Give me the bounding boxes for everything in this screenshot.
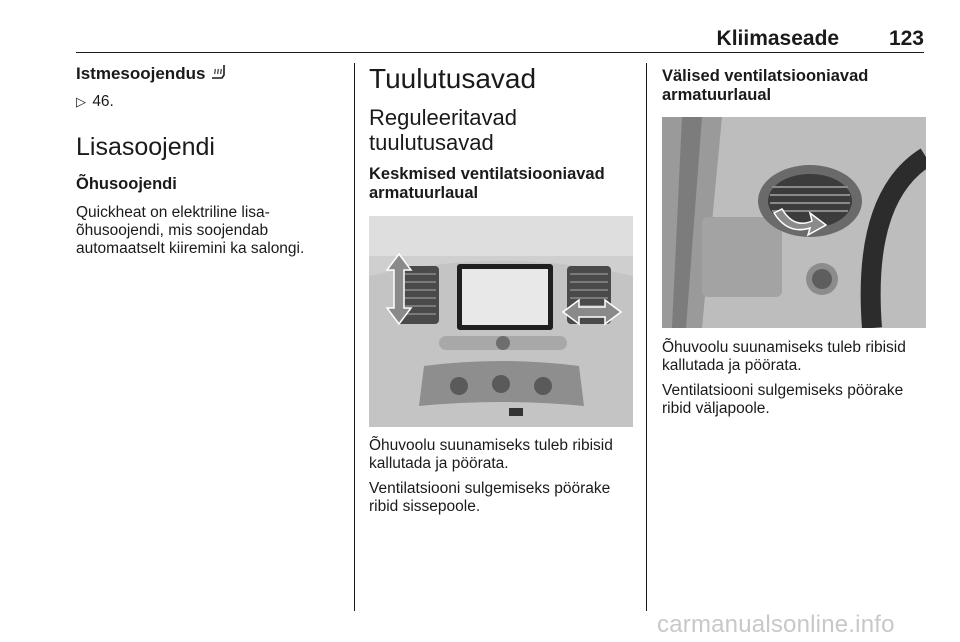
paragraph-line: Ventilatsiooni sulgemiseks pöörake [369,480,611,497]
seat-heating-title: Istmesoojendus [76,64,206,83]
paragraph-line: õhusoojendi, mis soojendab [76,222,269,239]
watermark: carmanualsonline.info [657,611,895,638]
paragraph-line: kallutada ja pöörata. [369,455,509,472]
paragraph-line: Ventilatsiooni sulgemiseks pöörake [662,382,904,399]
subsection-heading-ohusoojendi: Õhusoojendi [76,175,177,193]
paragraph-line: kallutada ja pöörata. [662,357,802,374]
section-heading-line: tuulutusavad [369,130,494,155]
subsection-heading-line: armatuurlaual [369,184,479,202]
figure-outer-vents [662,117,926,328]
paragraph-line: Quickheat on elektriline lisa- [76,204,270,221]
subsection-heading-line: Keskmised ventilatsiooniavad [369,165,605,183]
subsection-heading-keskmised [369,165,633,203]
paragraph-line: automaatselt kiiremini ka salongi. [76,240,305,257]
paragraph-line: Õhuvoolu suunamiseks tuleb ribisid [369,437,613,454]
column-2 [369,63,633,516]
seat-heating-reference [76,93,338,111]
paragraph-line: ribid sissepoole. [369,498,481,515]
subsection-heading-line: Välised ventilatsiooniavad [662,67,869,85]
chapter-heading-lisasoojendi: Lisasoojendi [76,133,215,161]
paragraph-quickheat [76,204,338,258]
section-heading-line: Reguleeritavad [369,105,517,130]
reference-arrow-icon: ▷ [76,94,86,109]
paragraph-close-outer [662,382,926,418]
section-name: Kliimaseade [716,27,840,50]
paragraph-airflow-center [369,437,633,473]
reference-page: 46. [92,93,114,110]
subsection-heading-line: armatuurlaual [662,86,772,104]
running-head [717,27,924,51]
seat-heating-heading [76,63,338,83]
column-3 [662,63,926,418]
column-divider-2 [646,63,647,611]
figure-center-vents [369,216,633,427]
column-divider-1 [354,63,355,611]
seat-heating-icon [209,63,227,81]
paragraph-close-center [369,480,633,516]
subsection-heading-valised [662,67,926,105]
page-number: 123 [888,27,924,50]
section-heading-reguleeritavad [369,105,633,155]
paragraph-line: Õhuvoolu suunamiseks tuleb ribisid [662,339,906,356]
header-rule [76,52,924,53]
paragraph-line: ribid väljapoole. [662,400,770,417]
chapter-heading-tuulutusavad: Tuulutusavad [369,63,537,94]
column-1 [76,63,338,258]
paragraph-airflow-outer [662,339,926,375]
